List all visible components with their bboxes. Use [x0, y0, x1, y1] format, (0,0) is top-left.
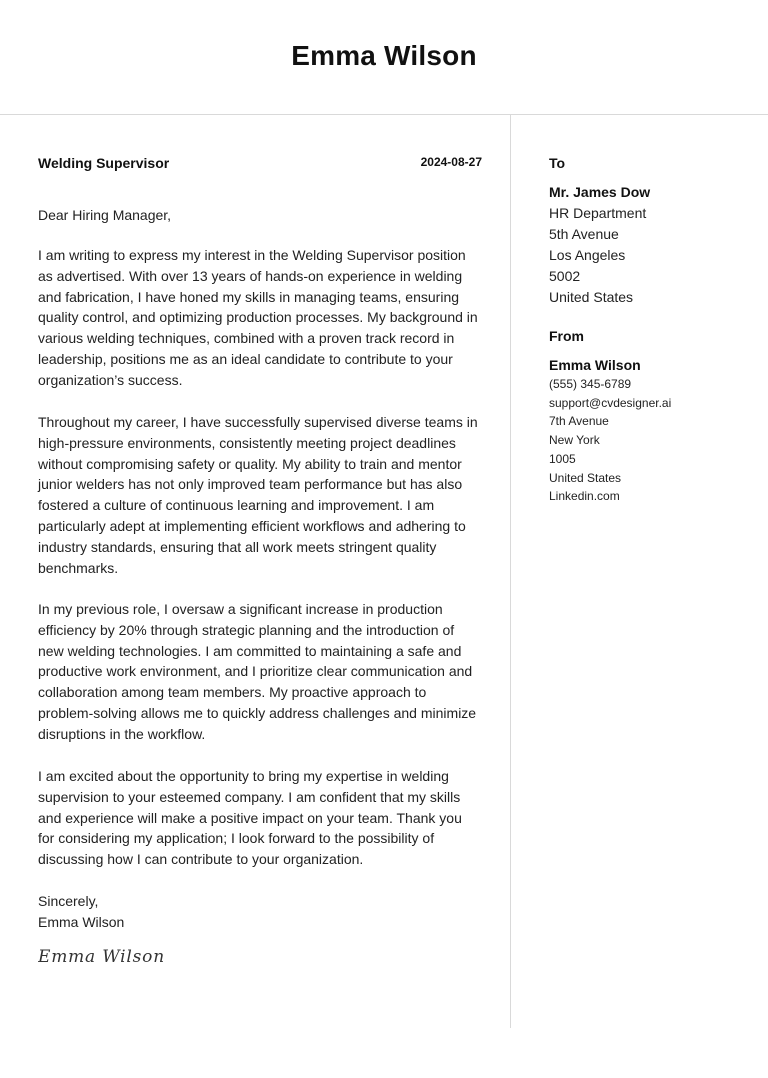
salutation: Dear Hiring Manager,	[38, 207, 172, 223]
closing-name: Emma Wilson	[38, 914, 125, 930]
sender-name: Emma Wilson	[549, 357, 641, 373]
sender-street: 7th Avenue	[549, 414, 609, 429]
recipient-country: United States	[549, 289, 634, 305]
applicant-name: Emma Wilson	[291, 40, 477, 71]
paragraph-1: I am writing to express my interest in the Welding Supervisor position as advertised. With over 13 years of hands-on experience in welding and fabrication, I have honed my skills in managing teams, ensuring quality control, and optimizing production processes. My background in various welding techniques, combined with a proven track record in leadership, positions me as an ideal candidate to contribute to your organization’s success.	[38, 247, 478, 388]
sender-zip: 1005	[549, 451, 576, 466]
recipient-department: HR Department	[549, 205, 647, 221]
recipient-name: Mr. James Dow	[549, 184, 651, 200]
sender-email[interactable]: support@cvdesigner.ai	[549, 395, 672, 410]
letter-date: 2024-08-27	[420, 155, 482, 169]
column-divider	[510, 115, 511, 1028]
paragraph-2: Throughout my career, I have successfully supervised diverse teams in high-pressure environments, consistently meeting project deadlines without compromising safety or quality. My ability to train and mentor junior welders has not only improved team performance but has also fostered a culture of continuous learning and improvement. I am particularly adept at implementing efficient workflows and adhering to industry standards, ensuring that all work meets stringent quality benchmarks.	[38, 414, 478, 576]
sender-details	[549, 375, 671, 506]
sender-city: New York	[549, 433, 600, 448]
recipient-address	[549, 203, 646, 308]
to-label: To	[549, 155, 566, 171]
sender-website[interactable]: Linkedin.com	[549, 489, 620, 504]
recipient-zip: 5002	[549, 268, 581, 284]
from-label: From	[549, 328, 584, 344]
sender-phone: (555) 345-6789	[549, 377, 632, 391]
sender-country: United States	[549, 470, 622, 485]
paragraph-3: In my previous role, I oversaw a significant increase in production efficiency by 20% through strategic planning and the introduction of new welding technologies. I am committed to maintaining a safe and productive work environment, and I prioritize clear communication and collaboration among team members. My proactive approach to problem-solving allows me to quickly address challenges and minimize disruptions in the workflow.	[38, 601, 477, 742]
signature-image	[38, 943, 168, 971]
closing: Sincerely,	[38, 893, 99, 909]
paragraph-4: I am excited about the opportunity to bring my expertise in welding supervision to your esteemed company. I am confident that my skills and experience will make a positive impact on your team. Thank you for considering my application; I look forward to the possibility of discussing how I can contribute to your organization.	[38, 768, 462, 868]
recipient-city: Los Angeles	[549, 247, 626, 263]
recipient-street: 5th Avenue	[549, 226, 619, 242]
page-header	[0, 0, 768, 115]
job-title: Welding Supervisor	[38, 155, 170, 171]
svg-text:Emma Wilson: Emma Wilson	[38, 947, 165, 967]
